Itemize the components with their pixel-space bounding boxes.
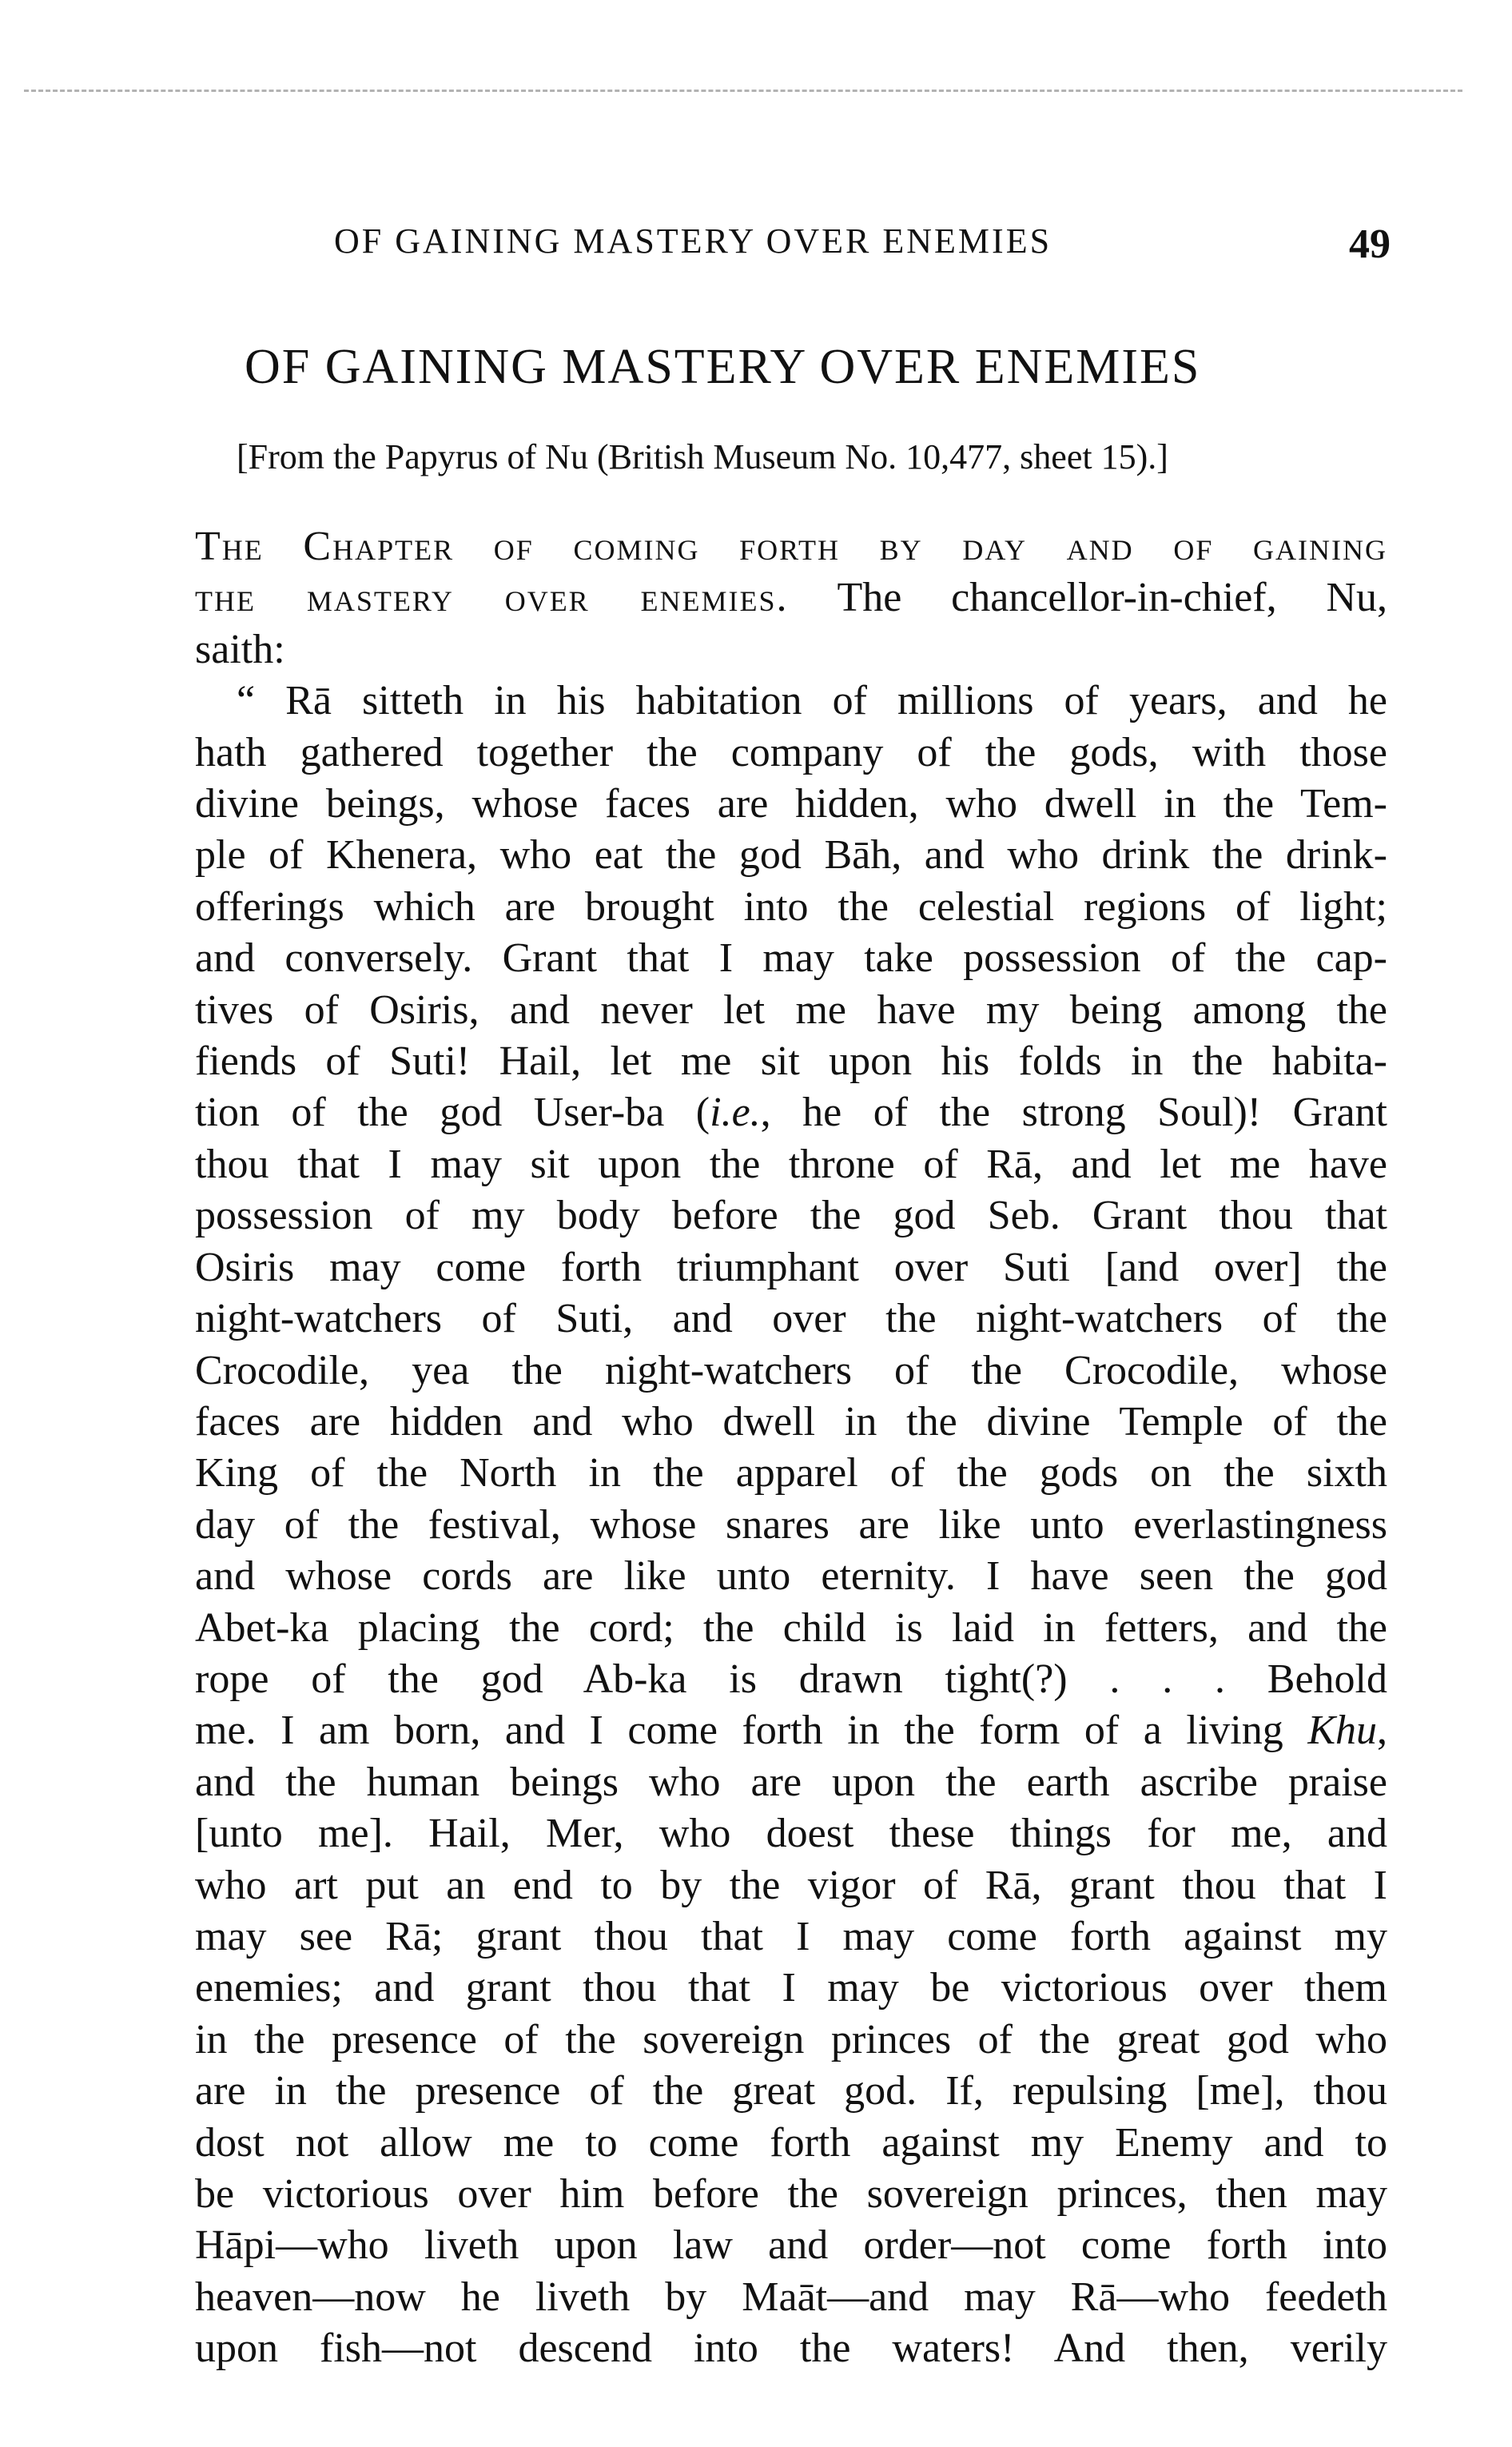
- text-line: upon fish—not descend into the waters! And then, verily: [195, 2325, 1387, 2372]
- text-line: Abet-ka placing the cord; the child is laid in fetters, and the: [195, 1604, 1387, 1651]
- scan-edge-artifact: [24, 90, 1462, 92]
- text-line: Osiris may come forth triumphant over Suti [and over] the: [195, 1244, 1387, 1290]
- text-line: rope of the god Ab-ka is drawn tight(?) . . . Behold: [195, 1656, 1387, 1702]
- text-line: me. I am born, and I come forth in the form of a living Khu,: [195, 1708, 1387, 1754]
- text-line: and conversely. Grant that I may take possession of the cap-: [195, 935, 1387, 982]
- text-line: faces are hidden and who dwell in the divine Temple of the: [195, 1398, 1387, 1445]
- intro-rest: The chancellor-in-chief, Nu,: [837, 575, 1388, 621]
- text-line: tives of Osiris, and never let me have my being among the: [195, 986, 1387, 1033]
- text-line: day of the festival, whose snares are like unto everlastingness: [195, 1501, 1387, 1548]
- text-line: may see Rā; grant thou that I may come forth against my: [195, 1913, 1387, 1959]
- text-line: thou that I may sit upon the throne of Rā, and let me have: [195, 1141, 1387, 1187]
- chapter-intro-paragraph: [195, 521, 1387, 676]
- text-line: in the presence of the sovereign princes of the great god who: [195, 2016, 1387, 2062]
- text-line: who art put an end to by the vigor of Rā, grant thou that I: [195, 1862, 1387, 1908]
- text-line: “ Rā sitteth in his habitation of millions of years, and he: [237, 678, 1387, 724]
- source-citation: [From the Papyrus of Nu (British Museum No. 10,477, sheet 15).]: [237, 437, 1168, 476]
- text-line: offerings which are brought into the celestial regions of light;: [195, 883, 1387, 930]
- body-text: [195, 521, 1387, 2375]
- text-line: King of the North in the apparel of the gods on the sixth: [195, 1450, 1387, 1496]
- text-line: and the human beings who are upon the earth ascribe praise: [195, 1759, 1387, 1805]
- text-line: night-watchers of Suti, and over the night-watchers of the: [195, 1296, 1387, 1342]
- text-line: possession of my body before the god Seb. Grant thou that: [195, 1193, 1387, 1239]
- chapter-title: OF GAINING MASTERY OVER ENEMIES: [245, 340, 1201, 394]
- text-line: the mastery over enemies. The chancellor-in-chief, Nu,: [195, 575, 1388, 621]
- text-line: Hāpi—who liveth upon law and order—not come forth into: [195, 2222, 1387, 2269]
- running-head: OF GAINING MASTERY OVER ENEMIES: [334, 221, 1052, 261]
- text-line: dost not allow me to come forth against my Enemy and to: [195, 2119, 1387, 2166]
- text-line: heaven—now he liveth by Maāt—and may Rā—who feedeth: [195, 2274, 1387, 2320]
- text-line: fiends of Suti! Hail, let me sit upon his folds in the habita-: [195, 1038, 1387, 1085]
- text-line: be victorious over him before the sovereign princes, then may: [195, 2171, 1387, 2217]
- text-line: divine beings, whose faces are hidden, who dwell in the Tem-: [195, 781, 1387, 827]
- text-line: hath gathered together the company of the gods, with those: [195, 729, 1387, 775]
- page-number: 49: [1349, 221, 1391, 267]
- text-line: and whose cords are like unto eternity. I have seen the god: [195, 1553, 1387, 1600]
- speech-paragraph: [195, 676, 1387, 2374]
- text-line: [unto me]. Hail, Mer, who doest these things for me, and: [195, 1811, 1387, 1857]
- text-line: Crocodile, yea the night-watchers of the Crocodile, whose: [195, 1347, 1387, 1393]
- text-line: saith:: [195, 626, 285, 672]
- text-line: are in the presence of the great god. If, repulsing [me], thou: [195, 2068, 1387, 2114]
- text-line: enemies; and grant thou that I may be victorious over them: [195, 1965, 1387, 2011]
- text-line: tion of the god User-ba (i.e., he of the strong Soul)! Grant: [195, 1090, 1387, 1136]
- text-line: The Chapter of coming forth by day and of gaining: [195, 524, 1387, 569]
- text-line: ple of Khenera, who eat the god Bāh, and who drink the drink-: [195, 832, 1387, 879]
